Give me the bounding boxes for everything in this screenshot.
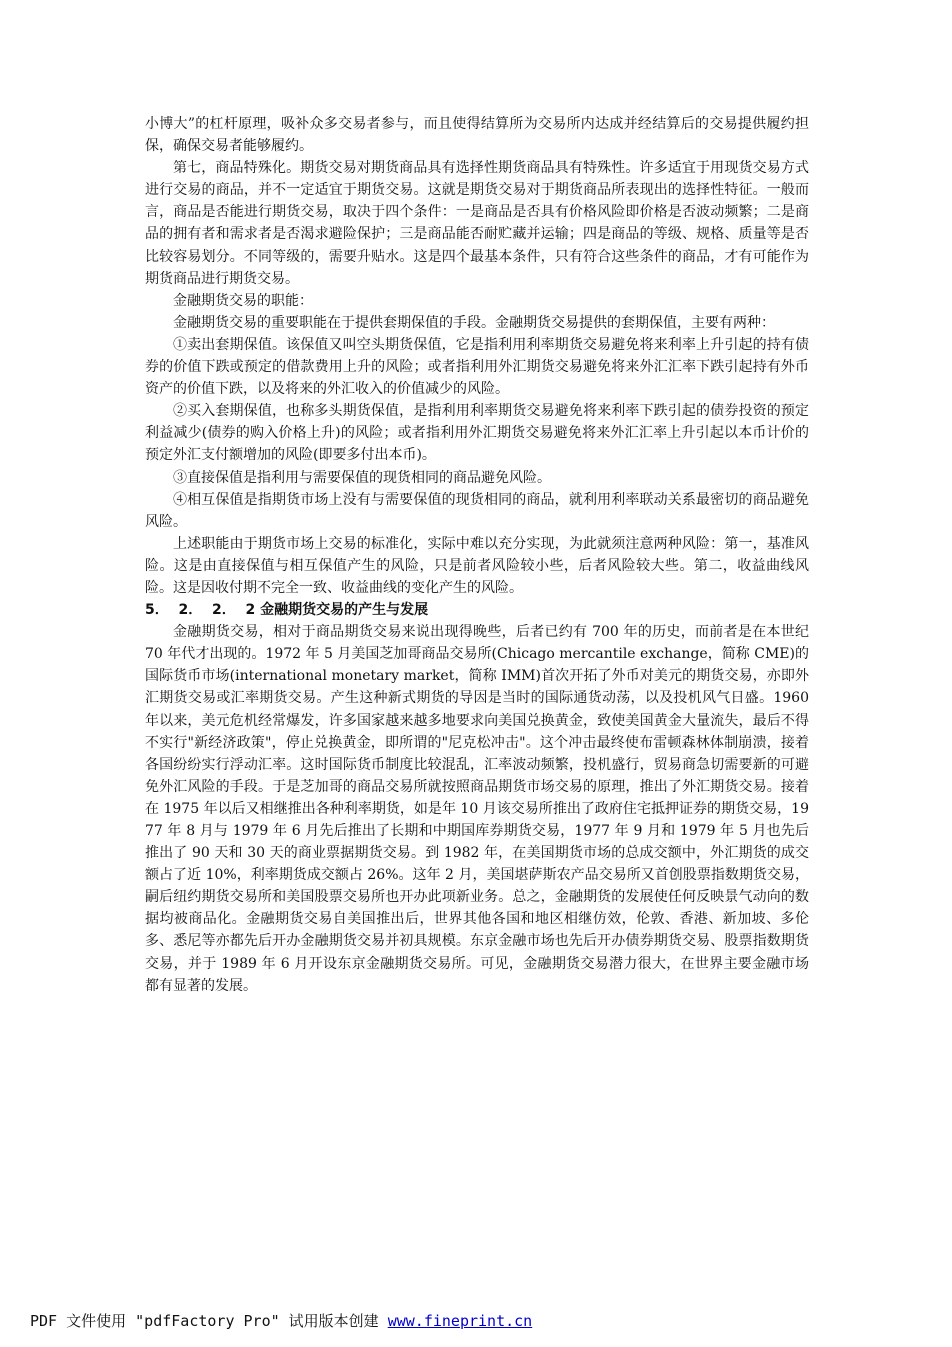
footer-link[interactable]: www.fineprint.cn bbox=[387, 1312, 533, 1330]
paragraph-functions-intro: 金融期货交易的职能： bbox=[173, 292, 313, 309]
paragraph-cross-hedge: ④相互保值是指期货市场上没有与需要保值的现货相同的商品，就利用利率联动关系最密切的商品避免风险。 bbox=[145, 491, 809, 530]
paragraph-direct-hedge: ③直接保值是指利用与需要保值的现货相同的商品避免风险。 bbox=[173, 469, 551, 486]
paragraph-leverage-continued: 小博大”的杠杆原理，吸补众多交易者参与，而且使得结算所为交易所内达成并经结算后的交易提供履约担保，确保交易者能够履约。 bbox=[145, 116, 809, 155]
section-heading: 5． 2． 2． 2 金融期货交易的产生与发展 bbox=[145, 602, 429, 619]
paragraph-long-hedge: ②买入套期保值，也称多头期货保值，是指利用利率期货交易避免将来利率下跌引起的债券投资的预定利益减少(债券的购入价格上升)的风险；或者指利用外汇期货交易避免将来外汇汇率上升引起以本币计价的预定外汇支付额增加的风险(即要多付出本币)。 bbox=[145, 403, 809, 464]
paragraph-history: 金融期货交易，相对于商品期货交易来说出现得晚些，后者已约有 700 年的历史，而前者是在本世纪 70 年代才出现的。1972 年 5 月美国芝加哥商品交易所(Chicago mercantile exchange，简称 CME)的国际货币市场(international monetary market，简称 IMM)首次开拓了外币对美元的期货交易，亦即外汇期货交易或汇率期货交易。产生这种新式期货的导因是当时的国际通货动荡，以及投机风气日盛。1960 年以来，美元危机经常爆发，许多国家越来越多地要求向美国兑换黄金，致使美国黄金大量流失，最后不得不实行"新经济政策"，停止兑换黄金，即所谓的"尼克松冲击"。这个冲击最终使布雷顿森林体制崩溃，接着各国纷纷实行浮动汇率。这时国际货币制度比较混乱，汇率波动频繁，投机盛行，贸易商急切需要新的可避免外汇风险的手段。于是芝加哥的商品交易所就按照商品期货市场交易的原理，推出了外汇期货交易。接着在 1975 年以后又相继推出各种利率期货，如是年 10 月该交易所推出了政府住宅抵押证券的期货交易，1977 年 8 月与 1979 年 6 月先后推出了长期和中期国库券期货交易，1977 年 9 月和 1979 年 5 月也先后推出了 90 天和 30 天的商业票据期货交易。到 1982 年，在美国期货市场的总成交额中，外汇期货的成交额占了近 10%，利率期货成交额占 26%。这年 2 月，美国堪萨斯农产品交易所又首创股票指数期货交易，嗣后纽约期货交易所和美国股票交易所也开办此项新业务。总之，金融期货的发展使任何反映景气动向的数据均被商品化。金融期货交易自美国推出后，世界其他各国和地区相继仿效，伦敦、香港、新加坡、多伦多、悉尼等亦都先后开办金融期货交易并初具规模。东京金融市场也先后开办债券期货交易、股票指数期货交易，并于 1989 年 6 月开设东京金融期货交易所。可见，金融期货交易潜力很大，在世界主要金融市场都有显著的发展。 bbox=[145, 624, 809, 994]
footer-text: PDF 文件使用 "pdfFactory Pro" 试用版本创建 bbox=[30, 1312, 388, 1330]
paragraph-short-hedge: ①卖出套期保值。该保值又叫空头期货保值，它是指利用利率期货交易避免将来利率上升引起的持有债券的价值下跌或预定的借款费用上升的风险；或者指利用外汇期货交易避免将来外汇汇率下跌引起持有外币资产的价值下跌，以及将来的外汇收入的价值减少的风险。 bbox=[145, 336, 809, 398]
paragraph-risks: 上述职能由于期货市场上交易的标准化，实际中难以充分实现，为此就须注意两种风险：第一，基准风险。这是由直接保值与相互保值产生的风险，只是前者风险较小些，后者风险较大些。第二，收益曲线风险。这是因收付期不完全一致、收益曲线的变化产生的风险。 bbox=[145, 535, 809, 596]
paragraph-hedging-overview: 金融期货交易的重要职能在于提供套期保值的手段。金融期货交易提供的套期保值，主要有两种： bbox=[173, 314, 775, 331]
pdf-footer bbox=[30, 1310, 532, 1331]
paragraph-commodity-specialization: 第七，商品特殊化。期货交易对期货商品具有选择性期货商品具有特殊性。许多适宜于用现货交易方式进行交易的商品，并不一定适宜于期货交易。这就是期货交易对于期货商品所表现出的选择性特征。一般而言，商品是否能进行期货交易，取决于四个条件：一是商品是否具有价格风险即价格是否波动频繁；二是商品的拥有者和需求者是否渴求避险保护；三是商品能否耐贮藏并运输；四是商品的等级、规格、质量等是否比较容易划分。不同等级的，需要升贴水。这是四个最基本条件，只有符合这些条件的商品，才有可能作为期货商品进行期货交易。 bbox=[145, 160, 809, 287]
document-body bbox=[145, 113, 809, 997]
